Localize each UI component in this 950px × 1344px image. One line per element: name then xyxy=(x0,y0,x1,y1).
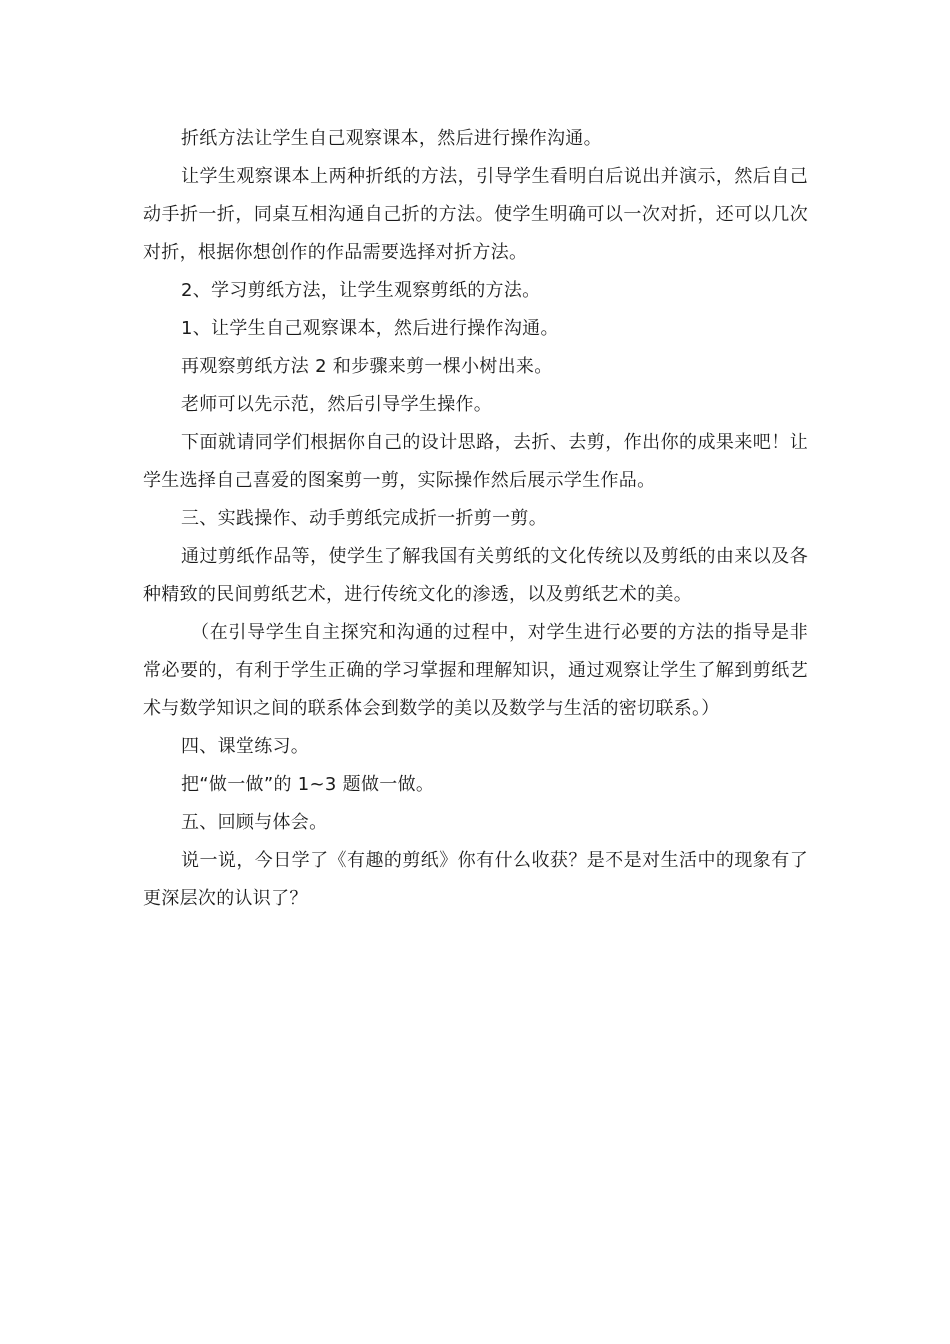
paragraph-folding-method: 折纸方法让学生自己观察课本，然后进行操作沟通。 xyxy=(181,128,602,149)
paragraph-students-create: 下面就请同学们根据你自己的设计思路，去折、去剪，作出你的成果来吧！让学生选择自己喜爱的图案剪一剪，实际操作然后展示学生作品。 xyxy=(143,432,808,491)
paragraph-learn-cutting: 2、学习剪纸方法，让学生观察剪纸的方法。 xyxy=(181,280,541,301)
section-heading-practice: 三、实践操作、动手剪纸完成折一折剪一剪。 xyxy=(181,508,547,529)
section-heading-review: 五、回顾与体会。 xyxy=(181,812,328,833)
paragraph-cut-tree: 再观察剪纸方法 2 和步骤来剪一棵小树出来。 xyxy=(181,356,553,377)
paragraph-teacher-demo: 老师可以先示范，然后引导学生操作。 xyxy=(181,394,493,415)
section-heading-classroom-exercise: 四、课堂练习。 xyxy=(181,736,310,757)
paragraph-note: （在引导学生自主探究和沟通的过程中，对学生进行必要的方法的指导是非常必要的，有利于学生正确的学习掌握和理解知识，通过观察让学生了解到剪纸艺术与数学知识之间的联系体会到数学的美以及数学与生活的密切联系。） xyxy=(143,622,808,719)
paragraph-observe-textbook: 1、让学生自己观察课本，然后进行操作沟通。 xyxy=(181,318,559,339)
paragraph-culture: 通过剪纸作品等，使学生了解我国有关剪纸的文化传统以及剪纸的由来以及各种精致的民间剪纸艺术，进行传统文化的渗透，以及剪纸艺术的美。 xyxy=(143,546,808,605)
paragraph-reflection: 说一说，今日学了《有趣的剪纸》你有什么收获？是不是对生活中的现象有了更深层次的认识了？ xyxy=(143,850,808,909)
document-body xyxy=(143,120,808,918)
paragraph-exercise-items: 把“做一做”的 1~3 题做一做。 xyxy=(181,774,435,795)
paragraph-observe-folding: 让学生观察课本上两种折纸的方法，引导学生看明白后说出并演示，然后自己动手折一折，同桌互相沟通自己折的方法。使学生明确可以一次对折，还可以几次对折，根据你想创作的作品需要选择对折方法。 xyxy=(143,166,808,263)
